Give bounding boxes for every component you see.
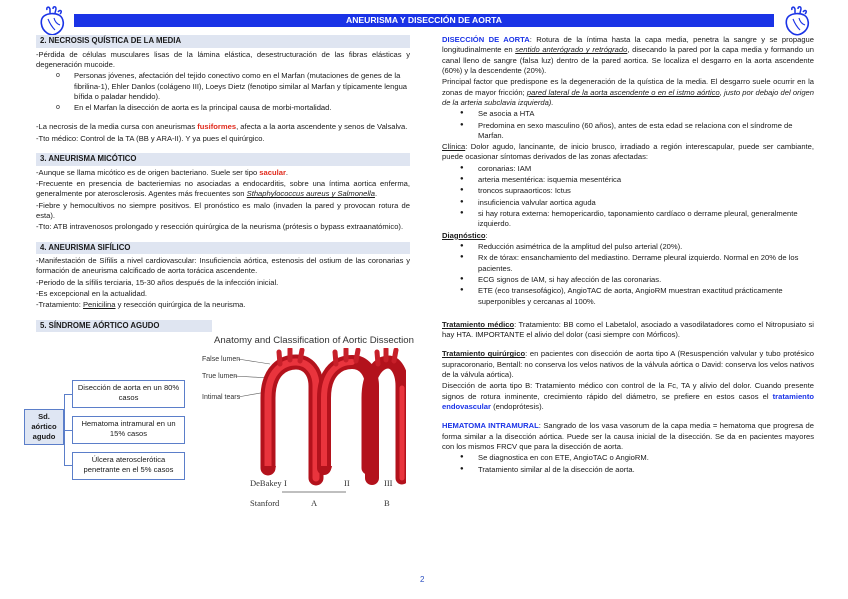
- figure-title: Anatomy and Classification of Aortic Dissection: [214, 335, 414, 347]
- label-tratamiento-quirurgico: Tratamiento quirúrgico: [442, 349, 526, 359]
- label-true-lumen: True lumen: [202, 373, 238, 381]
- list-item: ● arteria mesentérica: isquemia mesentérica: [456, 175, 814, 185]
- paragraph: Tratamiento quirúrgico: en pacientes con disección de aorta tipo A (Resuspención valvular y tubo protésico supracoronario, Bentall: no conserva los velos nativos de la válvula aórtica o David: conserva los velos nativos de la válvula aórtica).: [442, 349, 815, 380]
- bullet-list: [456, 164, 814, 230]
- section-heading-micotico: 3. ANEURISMA MICÓTICO: [36, 153, 410, 166]
- paragraph: -La necrosis de la media cursa con aneurismas fusiformes, afecta a la aorta ascendente y senos de Valsalva.: [36, 122, 408, 132]
- list-item: ● ECG signos de IAM, si hay afección de las coronarias.: [456, 275, 814, 285]
- bullet-list: [456, 109, 814, 141]
- stanford-A: A: [311, 498, 318, 509]
- paragraph: -Tto médico: Control de la TA (BB y ARA-II). Y ya pues el quirúrgico.: [36, 133, 265, 143]
- paragraph: -Es excepcional en la actualidad.: [36, 289, 148, 299]
- paragraph: -Tto: ATB intravenosos prolongado y resección quirúrgica de la neurisma (prótesis o bypass extraanatómico).: [36, 222, 404, 232]
- paragraph: -Aunque se llama micótico es de origen bacteriano. Suele ser tipo sacular.: [36, 167, 289, 177]
- paragraph: Principal factor que predispone es la degeneración de la quística de la media. El desgarro suele ocurrir en la zonas de mayor fricción; pared lateral de la aorta ascendente o en el istmo aórtico, justo por debajo del origen de la arteria subclavia izquierda).: [442, 77, 814, 107]
- paragraph: DISECCIÓN DE AORTA: Rotura de la íntima hasta la capa media, penetra la sangre y se propague longitudinalmente en sentido anterógrado y retrógrado, disecando la pared por la capa media y formando un canal lleno de sangre (falsa luz) dentro de la pared aortica. Se localiza el desgarro en la aorta ascendente (60%) y la descendente (20%).: [442, 35, 815, 75]
- paragraph: -Frecuente en presencia de bacteriemias no asociadas a endocarditis, sobre una íntima aortica enferma, generalmente por aterosclerosis. Agentes más frecuentes son Sthaphylococcus aureus y Salmonella.: [36, 179, 410, 199]
- syndrome-main-box: Sd. aórtico agudo: [24, 409, 64, 445]
- list-item: ● Reducción asimétrica de la amplitud del pulso arterial (20%).: [456, 242, 814, 252]
- paragraph: Clínica: Dolor agudo, lancinante, de inicio brusco, irradiado a región interescapular, puede ser cambiante, puede ocasionar síntomas derivados de las zonas afectadas:: [442, 142, 814, 162]
- syndrome-box-diseccion: Disección de aorta en un 80% casos: [72, 380, 185, 408]
- term-endovascular: tratamiento endovascular: [442, 391, 814, 411]
- penicilina: Penicilina: [82, 300, 116, 310]
- label-stanford: Stanford: [250, 498, 280, 509]
- term-diseccion: DISECCIÓN DE AORTA: [442, 35, 530, 44]
- right-column: [442, 35, 814, 476]
- paragraph: Diagnóstico:: [442, 230, 488, 240]
- list-item: ● Rx de tórax: ensanchamiento del mediastino. Derrame pleural izquierdo. Normal en 20% de los pacientes.: [456, 253, 814, 274]
- paragraph: -Fiebre y hemocultivos no siempre positivos. El pronóstico es malo (invaden la pared y provocan rotura de esta).: [36, 200, 410, 220]
- paragraph: -Manifestación de Sífilis a nivel cardiovascular: Insuficiencia aórtica, estenosis del ostium de las coronarias y formación de aneurisma calcificado de aorta torácica ascendente.: [36, 256, 410, 276]
- section-heading-necrosis: 2. NECROSIS QUÍSTICA DE LA MEDIA: [36, 35, 410, 48]
- roman-I: I: [284, 478, 287, 489]
- list-item: ● coronarias: IAM: [456, 164, 814, 174]
- paragraph: -Pérdida de células musculares lisas de la lámina elástica, desestructuración de las fibras elásticas y degeneración mucoide.: [36, 49, 410, 69]
- stanford-B: B: [384, 498, 390, 509]
- bullet-list: [456, 453, 814, 475]
- roman-II: II: [344, 478, 350, 489]
- highlight-fusiformes: fusiformes: [197, 122, 237, 132]
- list-item: ● si hay rotura externa: hemopericardio, taponamiento cardíaco o derrame pleural, generalmente izquierdo.: [456, 209, 814, 230]
- label-debakey: DeBakey: [250, 478, 282, 489]
- roman-III: III: [384, 478, 393, 489]
- label-clinica: Clínica: [442, 142, 466, 152]
- paragraph: -Tratamiento: Penicilina y resección quirúrgica de la neurisma.: [36, 300, 246, 310]
- syndrome-box-ulcera: Úlcera aterosclerótica penetrante en el 5% casos: [72, 452, 185, 480]
- list-item: ● insuficiencia valvular aortica aguda: [456, 198, 814, 208]
- section-heading-sifilico: 4. ANEURISMA SIFÍLICO: [36, 242, 410, 255]
- list-item: ● Se diagnostica en con ETE, AngioTAC o AngioRM.: [456, 453, 814, 463]
- list-item: ● troncos supraaorticos: Ictus: [456, 186, 814, 196]
- label-false-lumen: False lumen: [202, 356, 241, 364]
- organisms: Sthaphylococcus aureus y Salmonella: [246, 189, 375, 199]
- list-item: ● Predomina en sexo masculino (60 años), antes de esta edad se relaciona con el síndrome de Marfan.: [456, 121, 814, 142]
- label-diagnostico: Diagnóstico: [442, 230, 486, 240]
- list-item: ● ETE (eco transesofágico), AngioTAC de aorta, AngioRM muestran exactitud prácticamente superponibles y cercanas al 100%.: [456, 286, 814, 307]
- bullet-list: [456, 242, 814, 307]
- paragraph: Tratamiento médico: Tratamiento: BB como el Labetalol, asociado a vasodilatadores como el Nitropusiato si hay HTA. IMPORTANTE el alivio del dolor (casi siempre con Mórficos).: [442, 319, 814, 340]
- list-item: o Personas jóvenes, afectación del tejido conectivo como en el Marfan (mutaciones de genes de la fibrilina-1), Ehler Danlos (colágeno III), Loeys Dietz (fenotipo similar al Marfan y típicamente lengua bífida o paladar hendido).: [56, 71, 410, 102]
- aortic-dissection-figure: [194, 348, 406, 510]
- left-column: [31, 35, 414, 510]
- paragraph: HEMATOMA INTRAMURAL: Sangrado de los vasa vasorum de la capa media = hematoma que progresa de forma similar a la disección aórtica. Puede ser la causa inicial de la disección. Se da en pacientes mayores con los mismos FRCV que para la disección de aorta.: [442, 421, 814, 451]
- label-tratamiento-medico: Tratamiento médico: [442, 319, 515, 329]
- highlight-sacular: sacular: [259, 167, 286, 177]
- paragraph: Disección de aorta tipo B: Tratamiento médico con control de la Fc, TA y alivio del dolor. Cuando presente signos de rotura inminente, crecimiento rápido del diámetro, se prefiere en estos casos el tratamiento endovascular (endoprótesis).: [442, 381, 814, 411]
- paragraph: -Periodo de la sífilis terciaria, 15-30 años después de la infección inicial.: [36, 277, 279, 287]
- syndrome-box-hematoma: Hematoma intramural en un 15% casos: [72, 416, 185, 444]
- list-item: ● Se asocia a HTA: [456, 109, 814, 119]
- label-intimal-tears: Intimal tears: [202, 394, 241, 402]
- page-title-banner: ANEURISMA Y DISECCIÓN DE AORTA: [74, 14, 774, 27]
- page-number: 2: [420, 575, 425, 584]
- anatomical-heart-icon: [38, 6, 66, 36]
- list-item: o En el Marfan la disección de aorta es la principal causa de morbi-mortalidad.: [56, 103, 410, 113]
- sub-list: [56, 71, 410, 113]
- term-hematoma: HEMATOMA INTRAMURAL: [442, 421, 539, 431]
- section-heading-sindrome: 5. SÍNDROME AÓRTICO AGUDO: [36, 320, 212, 333]
- list-item: ● Tratamiento similar al de la disección de aorta.: [456, 465, 814, 475]
- syndrome-diagram: [31, 334, 414, 510]
- anatomical-heart-icon: [783, 6, 811, 36]
